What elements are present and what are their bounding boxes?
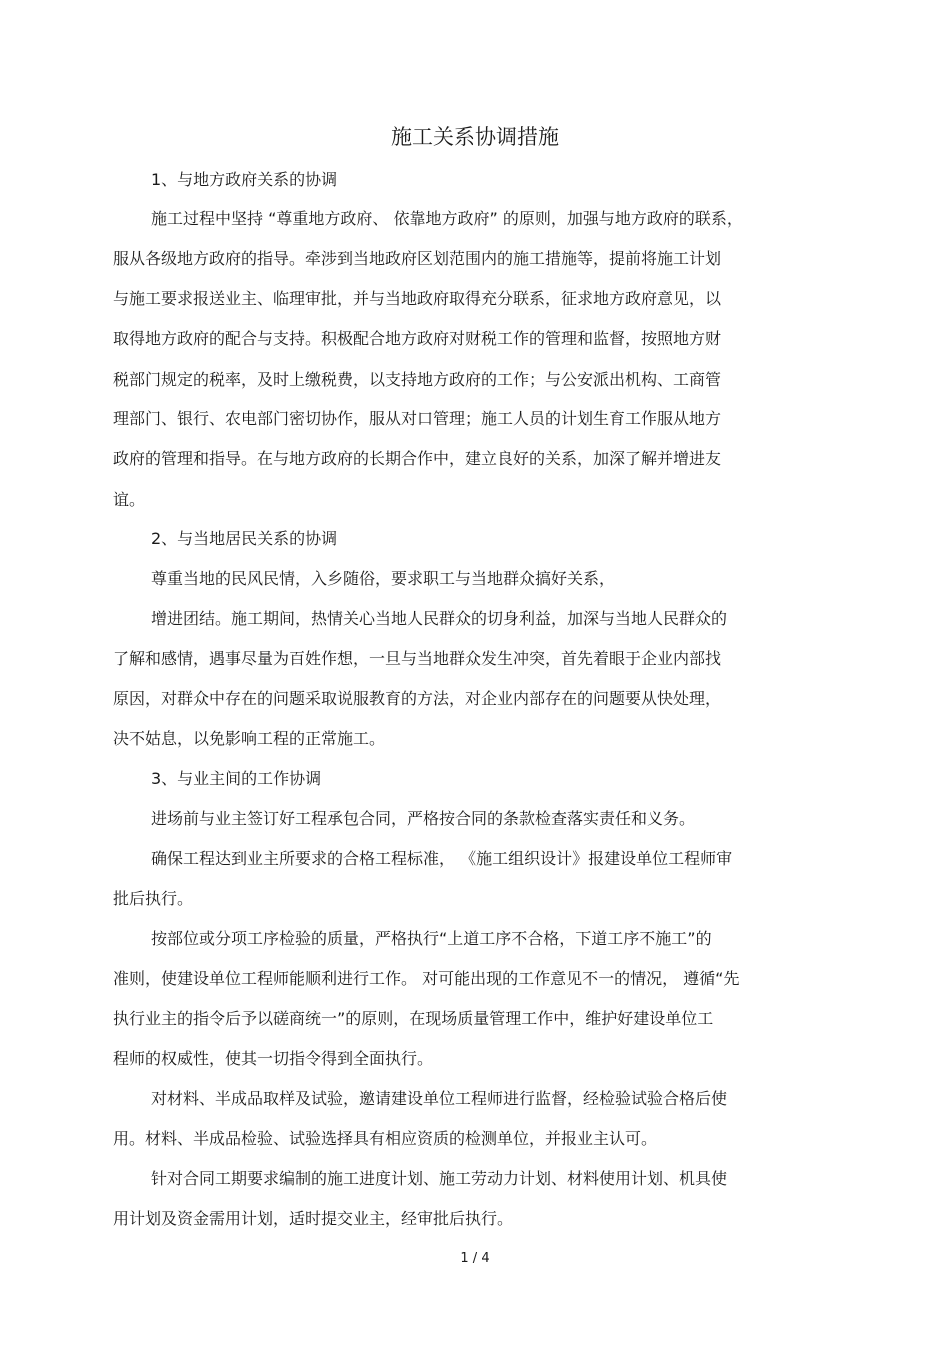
- paragraph-line: 了解和感情，遇事尽量为百姓作想，一旦与当地群众发生冲突，首先着眼于企业内部找: [113, 649, 722, 668]
- paragraph-line: 取得地方政府的配合与支持。积极配合地方政府对财税工作的管理和监督，按照地方财: [113, 329, 722, 348]
- paragraph-line: 用计划及资金需用计划，适时提交业主，经审批后执行。: [113, 1209, 514, 1228]
- paragraph-line: 决不姑息，以免影响工程的正常施工。: [113, 729, 386, 748]
- paragraph-line: 增进团结。施工期间，热情关心当地人民群众的切身利益，加深与当地人民群众的: [151, 609, 728, 628]
- paragraph-line: 理部门、银行、农电部门密切协作，服从对口管理；施工人员的计划生育工作服从地方: [113, 409, 722, 428]
- paragraph-line: 准则，使建设单位工程师能顺利进行工作。 对可能出现的工作意见不一的情况， 遵循“先: [113, 969, 740, 988]
- section-heading-3: 3、与业主间的工作协调: [151, 769, 322, 788]
- section-heading-2: 2、与当地居民关系的协调: [151, 529, 338, 548]
- paragraph-line: 针对合同工期要求编制的施工进度计划、施工劳动力计划、材料使用计划、机具使: [151, 1169, 728, 1188]
- paragraph-line: 程师的权威性，使其一切指令得到全面执行。: [113, 1049, 434, 1068]
- paragraph-line: 与施工要求报送业主、临理审批，并与当地政府取得充分联系，征求地方政府意见，以: [113, 289, 722, 308]
- paragraph-line: 对材料、半成品取样及试验，邀请建设单位工程师进行监督，经检验试验合格后使: [151, 1089, 728, 1108]
- paragraph-line: 按部位或分项工序检验的质量，严格执行“上道工序不合格，下道工序不施工”的: [151, 929, 712, 948]
- section-heading-1: 1、与地方政府关系的协调: [151, 170, 338, 189]
- paragraph-line: 政府的管理和指导。在与地方政府的长期合作中，建立良好的关系，加深了解并增进友: [113, 449, 722, 468]
- paragraph-line: 用。材料、半成品检验、试验选择具有相应资质的检测单位，并报业主认可。: [113, 1129, 658, 1148]
- paragraph-line: 税部门规定的税率，及时上缴税费，以支持地方政府的工作；与公安派出机构、工商管: [113, 370, 722, 389]
- paragraph-line: 谊。: [113, 490, 146, 509]
- page-number: 1 / 4: [460, 1251, 490, 1266]
- paragraph-line: 尊重当地的民风民情，入乡随俗，要求职工与当地群众搞好关系，: [151, 569, 616, 588]
- paragraph-line: 施工过程中坚持 “尊重地方政府、 依靠地方政府” 的原则，加强与地方政府的联系，: [151, 209, 743, 228]
- paragraph-line: 确保工程达到业主所要求的合格工程标准， 《施工组织设计》报建设单位工程师审: [151, 849, 733, 868]
- paragraph-line: 批后执行。: [113, 889, 194, 908]
- paragraph-line: 服从各级地方政府的指导。牵涉到当地政府区划范围内的施工措施等，提前将施工计划: [113, 249, 722, 268]
- paragraph-line: 执行业主的指令后予以磋商统一”的原则，在现场质量管理工作中，维护好建设单位工: [113, 1009, 714, 1028]
- paragraph-line: 原因，对群众中存在的问题采取说服教育的方法，对企业内部存在的问题要从快处理，: [113, 689, 722, 708]
- paragraph-line: 进场前与业主签订好工程承包合同，严格按合同的条款检查落实责任和义务。: [151, 809, 696, 828]
- document-title: 施工关系协调措施: [391, 125, 559, 149]
